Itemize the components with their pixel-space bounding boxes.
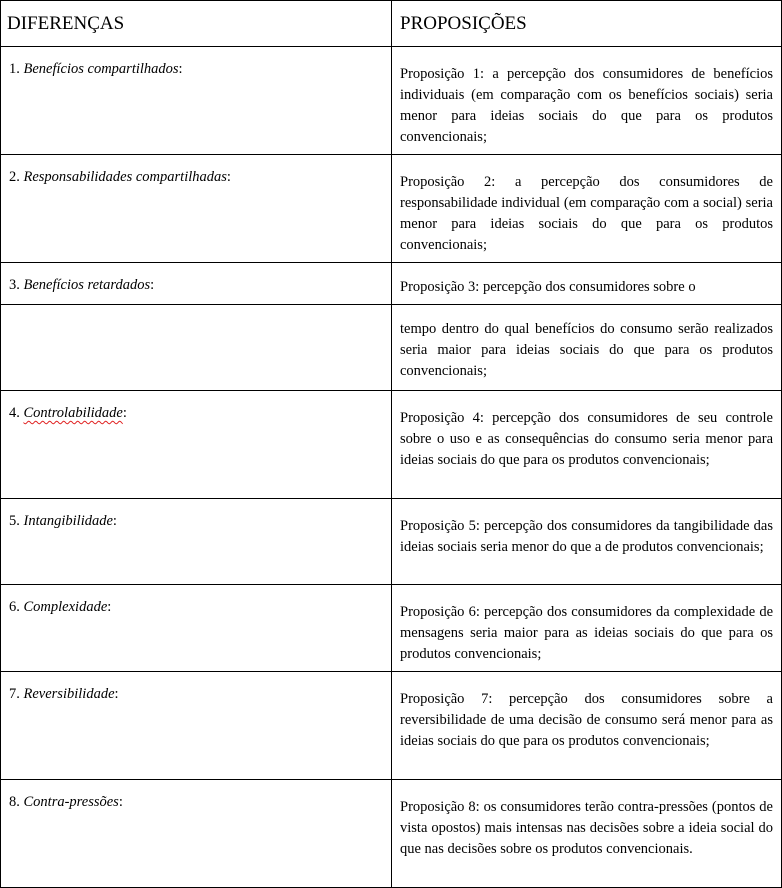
table-row [1,585,782,672]
difference-name: Contra-pressões [23,794,119,810]
proposition-cell: Proposição 5: percepção dos consumidores da tangibilidade das ideias sociais seria menor do que a de produtos convencionais; [392,499,782,585]
difference-cell [1,263,392,305]
proposition-cell: Proposição 1: a percepção dos consumidores de benefícios individuais (em comparação com os benefícios sociais) seria menor para ideias sociais do que para os produtos convencionais; [392,47,782,155]
difference-name: Responsabilidades compartilhadas [23,169,227,185]
difference-name: Complexidade [23,599,108,615]
difference-colon: : [114,686,119,702]
header-propositions: PROPOSIÇÕES [392,1,782,47]
proposition-cell: Proposição 2: a percepção dos consumidores de responsabilidade individual (em comparação com a social) seria menor para ideias sociais do que para os produtos convencionais; [392,155,782,263]
difference-cell [1,391,392,499]
difference-number: 3. [9,277,20,293]
difference-cell [1,155,392,263]
difference-cell [1,47,392,155]
difference-cell [1,499,392,585]
difference-colon: : [107,599,112,615]
table-row-continuation [1,305,782,391]
difference-cell [1,672,392,780]
proposition-cell: Proposição 6: percepção dos consumidores da complexidade de mensagens seria maior para as ideias sociais do que para os produtos convencionais; [392,585,782,672]
difference-colon: : [122,405,127,421]
proposition-cell: Proposição 8: os consumidores terão contra-pressões (pontos de vista opostos) mais intensas nas decisões sobre a ideia social do que nas decisões sobre os produtos convencionais. [392,780,782,888]
difference-name: Controlabilidade [23,405,123,421]
difference-number: 4. [9,405,20,421]
difference-number: 6. [9,599,20,615]
table-row [1,391,782,499]
difference-number: 5. [9,513,20,529]
difference-colon: : [178,61,183,77]
difference-name: Benefícios compartilhados [23,61,179,77]
proposition-continuation-cell: tempo dentro do qual benefícios do consumo serão realizados seria maior para ideias sociais do que para os produtos convencionais; [392,305,782,391]
header-differences: DIFERENÇAS [1,1,392,47]
difference-name: Benefícios retardados [23,277,151,293]
header-row [1,1,782,47]
difference-colon: : [226,169,231,185]
table-row [1,672,782,780]
table-row [1,780,782,888]
difference-cell [1,585,392,672]
table-row [1,155,782,263]
difference-colon: : [118,794,123,810]
empty-difference-cell [1,305,392,391]
table-row [1,263,782,305]
difference-colon: : [150,277,155,293]
difference-name: Reversibilidade [23,686,115,702]
proposition-cell: Proposição 7: percepção dos consumidores sobre a reversibilidade de uma decisão de consumo será menor para as ideias sociais do que para os produtos convencionais; [392,672,782,780]
difference-colon: : [112,513,117,529]
difference-number: 7. [9,686,20,702]
table-row [1,499,782,585]
difference-number: 1. [9,61,20,77]
table-row [1,47,782,155]
difference-name: Intangibilidade [23,513,113,529]
proposition-cell: Proposição 4: percepção dos consumidores de seu controle sobre o uso e as consequências do consumo seria menor para ideias sociais do que para os produtos convencionais; [392,391,782,499]
difference-cell [1,780,392,888]
proposition-cell: Proposição 3: percepção dos consumidores sobre o [392,263,782,305]
difference-number: 8. [9,794,20,810]
difference-number: 2. [9,169,20,185]
